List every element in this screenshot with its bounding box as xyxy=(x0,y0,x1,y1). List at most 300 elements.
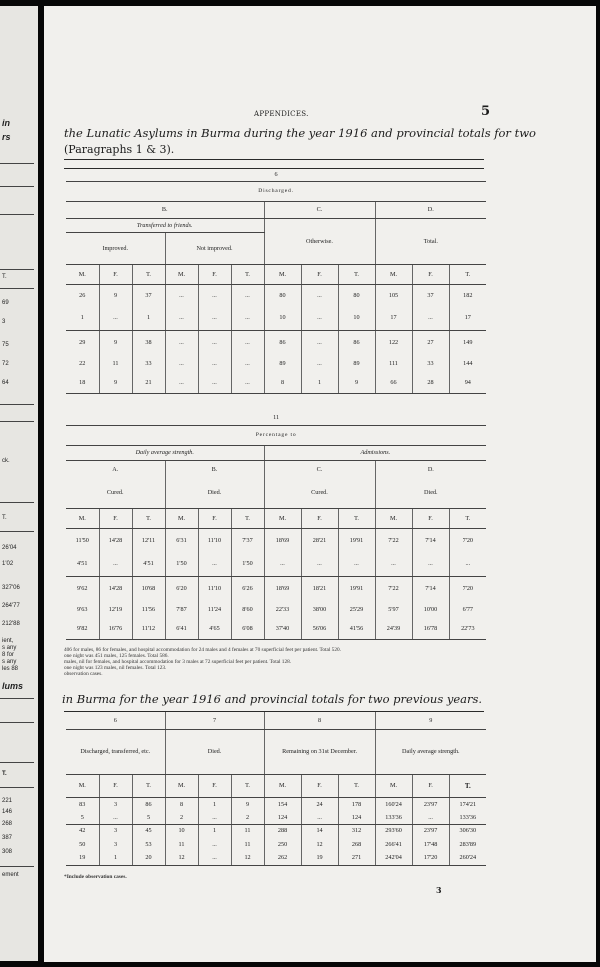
table-cell: 1'50 xyxy=(231,552,264,576)
table-cell: 42 xyxy=(79,827,86,835)
table-row xyxy=(66,824,486,837)
table-cell: 66 xyxy=(375,373,412,393)
table-cell: 306'30 xyxy=(449,824,486,837)
col-header: M. xyxy=(375,774,412,797)
table-cell: 25'29 xyxy=(338,600,375,619)
table-cell: 178 xyxy=(338,797,375,811)
col-header: F. xyxy=(198,264,231,284)
table-cell: 16'76 xyxy=(99,619,132,639)
discharged-table xyxy=(66,169,486,394)
table-cell: 17'48 xyxy=(412,837,449,851)
table-cell: 14'28 xyxy=(99,576,132,600)
table-cell: 11'24 xyxy=(198,600,231,619)
table-cell: 7'87 xyxy=(165,600,198,619)
col-header: M. xyxy=(264,774,301,797)
table-cell: 10'68 xyxy=(132,576,165,600)
table-row xyxy=(66,306,486,330)
table-cell: 144 xyxy=(449,354,486,373)
strip-glyph: 221 xyxy=(2,798,13,804)
col-header: F. xyxy=(198,508,231,528)
table-cell: 23'97 xyxy=(412,797,449,811)
table-cell: 18'21 xyxy=(301,576,338,600)
table-cell: 1'50 xyxy=(165,552,198,576)
section-heading: Discharged. xyxy=(66,181,486,201)
table-row xyxy=(66,284,486,306)
remaining-heading: Remaining on 31st December. xyxy=(264,729,375,774)
table-cell: ... xyxy=(231,306,264,330)
table-cell: 7'20 xyxy=(449,528,486,552)
table-cell: 182 xyxy=(449,284,486,306)
section-title: in Burma for the year 1916 and provincial totals for two previous years. xyxy=(62,692,483,706)
table-cell: 10 xyxy=(165,824,198,837)
table-cell: ... xyxy=(264,552,301,576)
table-row xyxy=(66,837,486,851)
table-cell: 7'20 xyxy=(449,576,486,600)
table-cell: ... xyxy=(99,811,132,824)
col-header: M. xyxy=(375,508,412,528)
table-cell: 283'89 xyxy=(449,837,486,851)
table-cell: ... xyxy=(301,306,338,330)
table-row xyxy=(66,811,486,824)
table-cell: 293'60 xyxy=(375,824,412,837)
col-header: M. xyxy=(165,508,198,528)
group-b: B. xyxy=(165,460,264,478)
table-cell: 174'21 xyxy=(449,797,486,811)
table-cell: 2 xyxy=(231,811,264,824)
col-header: M. xyxy=(264,264,301,284)
strip-glyph: 327'06 xyxy=(2,585,20,591)
table-cell: ... xyxy=(198,552,231,576)
table-cell: 11'56 xyxy=(132,600,165,619)
group-a: A. xyxy=(112,465,119,473)
table-cell: ... xyxy=(198,354,231,373)
col-header: M. xyxy=(66,264,99,284)
table-cell: ... xyxy=(165,373,198,393)
table-cell: 8'60 xyxy=(231,600,264,619)
table-cell: 105 xyxy=(375,284,412,306)
table-cell: 17 xyxy=(449,306,486,330)
col-header: T. xyxy=(338,264,375,284)
table-cell: 56'06 xyxy=(301,619,338,639)
column-number: 6 xyxy=(66,712,165,729)
table-cell: 86 xyxy=(338,330,375,354)
col-header: F. xyxy=(412,508,449,528)
table-cell: 7'22 xyxy=(375,528,412,552)
transferred-heading: Transferred to friends. xyxy=(66,218,264,232)
table-cell: ... xyxy=(198,330,231,354)
col-header: F. xyxy=(301,264,338,284)
table-cell: 38'00 xyxy=(301,600,338,619)
total-heading: Total. xyxy=(375,218,486,264)
table-cell: ... xyxy=(198,284,231,306)
strip-glyph: in xyxy=(2,118,10,128)
table-cell: ... xyxy=(198,306,231,330)
table-cell: 3 xyxy=(99,797,132,811)
running-head: APPENDICES. xyxy=(254,110,309,118)
table-row xyxy=(66,576,486,600)
strip-glyph: 26'04 xyxy=(2,545,17,551)
page-number: 5 xyxy=(481,104,491,119)
table-cell: 124 xyxy=(338,811,375,824)
table-cell: 1 xyxy=(198,824,231,837)
table-cell: ... xyxy=(338,552,375,576)
table-cell: 18 xyxy=(66,373,99,393)
page-subtitle: (Paragraphs 1 & 3). xyxy=(64,143,175,156)
table-cell: 9'63 xyxy=(77,606,88,613)
table-cell: 23'97 xyxy=(412,824,449,837)
table-cell: 2 xyxy=(165,811,198,824)
col-header: T. xyxy=(449,508,486,528)
strip-glyph: ck. xyxy=(2,458,10,464)
percentage-table xyxy=(66,410,486,640)
note-line: one night was 123 males, nil females. Total 123. xyxy=(64,665,167,672)
table-cell: 133'36 xyxy=(375,811,412,824)
col-header: T. xyxy=(231,774,264,797)
table-cell: ... xyxy=(231,284,264,306)
table-cell: ... xyxy=(165,330,198,354)
table-cell: 80 xyxy=(338,284,375,306)
table-cell: ... xyxy=(301,354,338,373)
table-cell: 19 xyxy=(66,851,99,865)
table-cell: 1 xyxy=(99,851,132,865)
column-number: 6 xyxy=(66,169,486,181)
table-cell: 9 xyxy=(99,373,132,393)
column-number: 9 xyxy=(375,712,486,729)
group-c: C. xyxy=(264,201,375,218)
table-cell: 33 xyxy=(412,354,449,373)
strip-glyph: T. xyxy=(2,515,7,521)
table-cell: 28'21 xyxy=(301,528,338,552)
col-header: T. xyxy=(231,264,264,284)
table-cell: ... xyxy=(165,284,198,306)
table-cell: 8 xyxy=(165,797,198,811)
table-cell: 1 xyxy=(132,306,165,330)
otherwise-heading: Otherwise. xyxy=(264,218,375,264)
section-heading: Percentage to xyxy=(66,425,486,445)
table-cell: ... xyxy=(231,373,264,393)
table-cell: ... xyxy=(198,837,231,851)
strip-glyph: 387 xyxy=(2,835,13,841)
table-cell: 1 xyxy=(198,797,231,811)
table-cell: 17'20 xyxy=(412,851,449,865)
table-cell: 6'08 xyxy=(231,619,264,639)
table-cell: 11'10 xyxy=(198,528,231,552)
table-row xyxy=(66,552,486,576)
strip-glyph: 3 xyxy=(2,319,6,325)
table-cell: 37 xyxy=(412,284,449,306)
note-line: males, nil for females, and hospital accommodation for 3 males at 72 superficial feet per patient. Total 128. xyxy=(64,659,292,666)
strip-glyph: 72 xyxy=(2,361,9,367)
table-cell: 10 xyxy=(264,306,301,330)
table-cell: 12 xyxy=(165,851,198,865)
left-page-strip xyxy=(0,6,38,961)
page-title: the Lunatic Asylums in Burma during the year 1916 and provincial totals for two xyxy=(64,126,536,140)
table-cell: 260'24 xyxy=(449,851,486,865)
table-cell: 10 xyxy=(338,306,375,330)
col-header: T. xyxy=(338,508,375,528)
table-cell: 6'26 xyxy=(231,576,264,600)
strip-glyph: s any xyxy=(2,659,17,665)
table-cell: 45 xyxy=(132,824,165,837)
table-row xyxy=(66,528,486,552)
strip-glyph: 1'02 xyxy=(2,561,14,567)
col-header: T. xyxy=(231,508,264,528)
table-cell: 9 xyxy=(338,373,375,393)
improved-heading: Improved. xyxy=(66,232,165,264)
table-cell: 11 xyxy=(231,824,264,837)
table-cell: 8 xyxy=(264,373,301,393)
table-cell: 22 xyxy=(79,360,86,367)
table-cell: ... xyxy=(99,306,132,330)
signature-mark: 3 xyxy=(436,885,442,895)
col-header: M. xyxy=(66,508,99,528)
table-cell: 26 xyxy=(79,291,86,299)
col-header: F. xyxy=(99,508,132,528)
col-header: F. xyxy=(99,264,132,284)
table-cell: 28 xyxy=(412,373,449,393)
table-cell: 5 xyxy=(132,811,165,824)
table-cell: ... xyxy=(301,552,338,576)
strip-glyph: 146 xyxy=(2,809,13,815)
table-row xyxy=(66,330,486,354)
strip-glyph: 69 xyxy=(2,300,9,306)
table-cell: 12'11 xyxy=(132,528,165,552)
table-cell: 14'28 xyxy=(99,528,132,552)
note-line: 406 for males, 86 for females, and hospital accommodation for 24 males and 4 females at 70 superficial feet per patient. Total 520. xyxy=(64,647,341,653)
col-header: M. xyxy=(165,774,198,797)
table-cell: 149 xyxy=(449,330,486,354)
table-cell: 11'50 xyxy=(75,536,89,544)
group-b: B. xyxy=(66,201,264,218)
table-cell: 6'41 xyxy=(165,619,198,639)
table-cell: 6'20 xyxy=(165,576,198,600)
table-cell: 94 xyxy=(449,373,486,393)
table-cell: 18'69 xyxy=(264,528,301,552)
not-improved-heading: Not improved. xyxy=(165,232,264,264)
table-cell: ... xyxy=(231,330,264,354)
table-cell: 21 xyxy=(132,373,165,393)
table-row xyxy=(66,354,486,373)
table-cell: ... xyxy=(301,284,338,306)
table-cell: 4'51 xyxy=(132,552,165,576)
table-cell: 9'62 xyxy=(77,584,88,592)
table-cell: ... xyxy=(231,354,264,373)
table-cell: 9'82 xyxy=(66,619,99,639)
table-cell: ... xyxy=(375,552,412,576)
col-header: F. xyxy=(99,774,132,797)
col-header: F. xyxy=(198,774,231,797)
table-cell: 80 xyxy=(264,284,301,306)
table-cell: 271 xyxy=(338,851,375,865)
notes-block xyxy=(64,647,341,677)
table-cell: 124 xyxy=(264,811,301,824)
strip-glyph: 212'88 xyxy=(2,621,20,627)
table-cell: 154 xyxy=(264,797,301,811)
table-cell: 4'65 xyxy=(198,619,231,639)
document-page xyxy=(44,6,596,962)
table-cell: 5 xyxy=(66,811,99,824)
strip-glyph: lums xyxy=(2,681,24,691)
column-number: 11 xyxy=(66,410,486,425)
table-cell: 86 xyxy=(132,797,165,811)
table-cell: ... xyxy=(198,373,231,393)
table-cell: ... xyxy=(198,851,231,865)
strip-glyph: 264'77 xyxy=(2,603,20,609)
col-header: F. xyxy=(412,774,449,797)
table-cell: 242'04 xyxy=(375,851,412,865)
group-c: C. xyxy=(264,460,375,478)
table-cell: 29 xyxy=(79,338,86,346)
strip-glyph: T. xyxy=(2,771,7,777)
col-header: T. xyxy=(338,774,375,797)
table-cell: 19'91 xyxy=(338,576,375,600)
died-heading: Died. xyxy=(165,478,264,508)
table-cell: 17 xyxy=(375,306,412,330)
cured-heading: Cured. xyxy=(66,478,165,508)
table-cell: 89 xyxy=(338,354,375,373)
table-cell: 19 xyxy=(301,851,338,865)
table-cell: 160'24 xyxy=(375,797,412,811)
table-cell: 268 xyxy=(338,837,375,851)
table-cell: 9 xyxy=(99,330,132,354)
table-cell: ... xyxy=(449,552,486,576)
note-line: observation cases. xyxy=(64,671,103,678)
table-cell: 1 xyxy=(66,306,99,330)
table-cell: 14 xyxy=(301,824,338,837)
table-cell: 9 xyxy=(99,284,132,306)
discharged-heading: Discharged, transferred, etc. xyxy=(66,729,165,774)
table-cell: ... xyxy=(412,811,449,824)
col-header: F. xyxy=(412,264,449,284)
col-header: F. xyxy=(301,774,338,797)
table-cell: 11'10 xyxy=(198,576,231,600)
table-cell: 250 xyxy=(264,837,301,851)
col-header: M. xyxy=(264,508,301,528)
table-cell: 11'12 xyxy=(132,619,165,639)
col-header: M. xyxy=(375,264,412,284)
table-cell: ... xyxy=(165,306,198,330)
table-cell: ... xyxy=(99,552,132,576)
table-cell: 11 xyxy=(99,354,132,373)
table-cell: 50 xyxy=(79,840,86,848)
daily-strength-heading: Daily average strength. xyxy=(375,729,486,774)
table-cell: 11 xyxy=(231,837,264,851)
table-cell: 86 xyxy=(264,330,301,354)
column-number: 8 xyxy=(264,712,375,729)
table-cell: 7'37 xyxy=(231,528,264,552)
table-cell: 33 xyxy=(132,354,165,373)
footnote: *Include observation cases. xyxy=(64,874,127,880)
table-cell: ... xyxy=(412,306,449,330)
table-cell: 3 xyxy=(99,824,132,837)
daily-average-heading: Daily average strength. xyxy=(66,445,264,460)
col-header: M. xyxy=(66,774,99,797)
table-cell: 262 xyxy=(264,851,301,865)
table-cell: ... xyxy=(412,552,449,576)
table-cell: 1 xyxy=(301,373,338,393)
table-cell: ... xyxy=(301,330,338,354)
table-cell: 18'69 xyxy=(264,576,301,600)
col-header: T. xyxy=(449,774,486,797)
col-header: T. xyxy=(132,774,165,797)
table-row xyxy=(66,851,486,865)
table-cell: 24'39 xyxy=(375,619,412,639)
strip-glyph: 308 xyxy=(2,849,13,855)
table-row xyxy=(66,797,486,811)
strip-glyph: 64 xyxy=(2,380,9,386)
strip-glyph: T. xyxy=(2,274,7,280)
table-cell: ... xyxy=(198,811,231,824)
group-d: D. xyxy=(375,201,486,218)
strip-glyph: les 88 xyxy=(2,666,19,672)
strip-glyph: 268 xyxy=(2,821,13,827)
table-cell: ... xyxy=(165,354,198,373)
table-cell: 16'78 xyxy=(412,619,449,639)
summary-table xyxy=(66,712,486,866)
table-cell: 6'31 xyxy=(165,528,198,552)
table-cell: 312 xyxy=(338,824,375,837)
died-heading: Died. xyxy=(165,729,264,774)
strip-glyph: ement xyxy=(2,872,19,878)
table-cell: 53 xyxy=(132,837,165,851)
table-cell: 89 xyxy=(264,354,301,373)
table-cell: 9 xyxy=(231,797,264,811)
table-cell: 22'73 xyxy=(449,619,486,639)
table-cell: 133'36 xyxy=(449,811,486,824)
table-cell: 266'41 xyxy=(375,837,412,851)
note-line: one night was 451 males, 125 females. Total 586. xyxy=(64,653,169,660)
table-cell: 20 xyxy=(132,851,165,865)
table-row xyxy=(66,373,486,393)
table-cell: 24 xyxy=(301,797,338,811)
table-cell: 122 xyxy=(375,330,412,354)
cured-admissions-heading: Cured. xyxy=(264,478,375,508)
rule xyxy=(64,159,484,160)
died-admissions-heading: Died. xyxy=(375,478,486,508)
table-cell: ... xyxy=(301,811,338,824)
col-header: M. xyxy=(165,264,198,284)
table-row xyxy=(66,619,486,639)
table-cell: 27 xyxy=(412,330,449,354)
table-cell: 7'22 xyxy=(375,576,412,600)
table-cell: 38 xyxy=(132,330,165,354)
strip-glyph: rs xyxy=(2,132,11,142)
table-cell: 288 xyxy=(264,824,301,837)
table-cell: 4'51 xyxy=(66,552,99,576)
col-header: T. xyxy=(132,264,165,284)
table-cell: 7'14 xyxy=(412,576,449,600)
col-header: T. xyxy=(449,264,486,284)
table-row xyxy=(66,600,486,619)
table-cell: 3 xyxy=(99,837,132,851)
table-cell: 19'91 xyxy=(338,528,375,552)
table-cell: 12 xyxy=(231,851,264,865)
table-cell: 37 xyxy=(132,284,165,306)
table-cell: 10'00 xyxy=(412,600,449,619)
admissions-heading: Admissions. xyxy=(264,445,486,460)
table-cell: 37'40 xyxy=(264,619,301,639)
strip-glyph: 75 xyxy=(2,342,9,348)
strip-glyph: s any xyxy=(2,645,17,651)
table-cell: 41'56 xyxy=(338,619,375,639)
col-header: T. xyxy=(132,508,165,528)
table-cell: 6'77 xyxy=(449,600,486,619)
col-header: F. xyxy=(301,508,338,528)
strip-glyph: ient, xyxy=(2,638,14,644)
table-cell: 5'97 xyxy=(375,600,412,619)
table-cell: 7'14 xyxy=(412,528,449,552)
table-cell: 83 xyxy=(79,800,86,808)
